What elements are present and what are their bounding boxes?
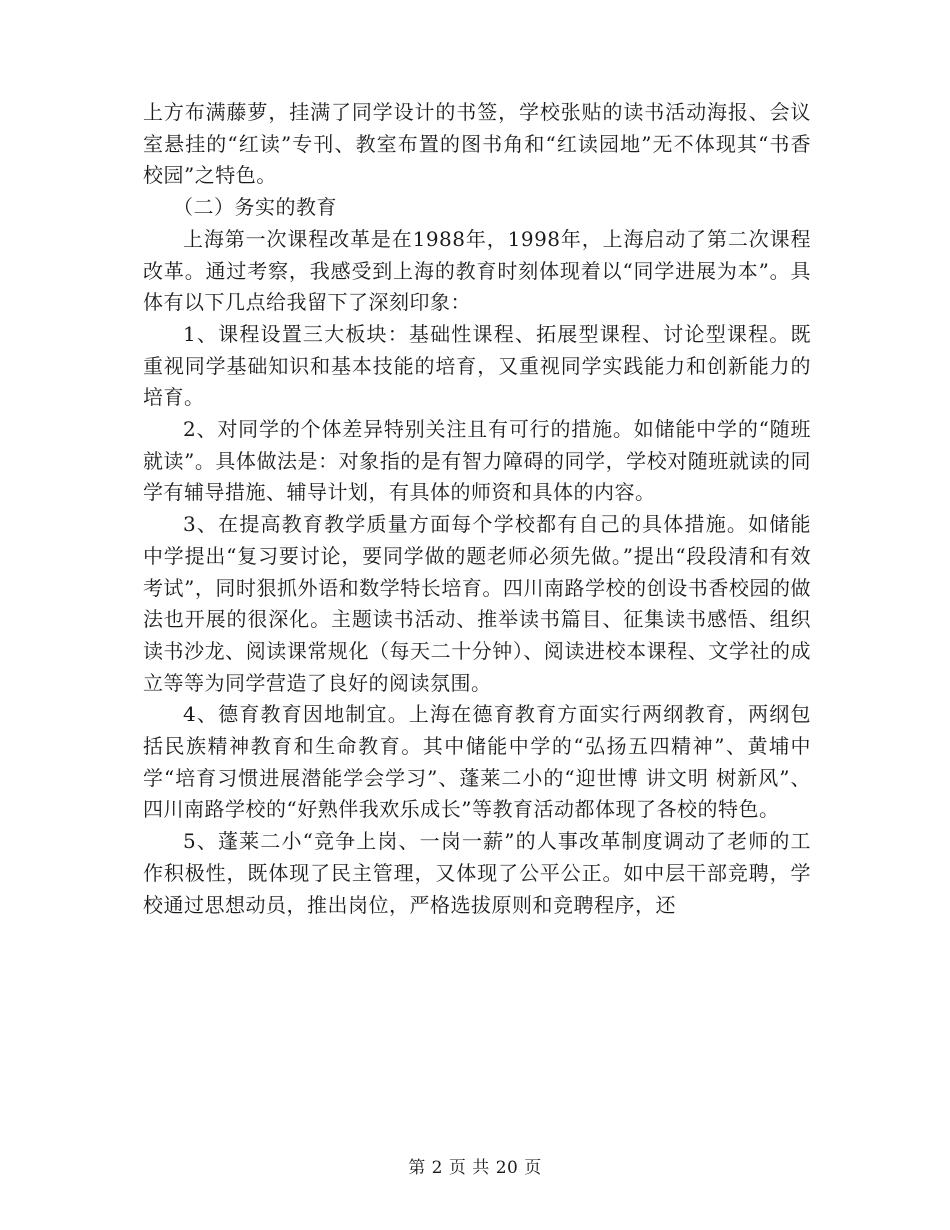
- paragraph-1: 上方布满藤萝，挂满了同学设计的书签，学校张贴的读书活动海报、会议室悬挂的“红读”专刊、教室布置的图书角和“红读园地”无不体现其“书香校园”之特色。: [143, 100, 811, 188]
- paragraph-6: 4、德育教育因地制宜。上海在德育教育方面实行两纲教育，两纲包括民族精神教育和生命教育。其中储能中学的“弘扬五四精神”、黄埔中学“培育习惯进展潜能学会学习”、蓬莱二小的“迎世博 讲文明 树新风”、四川南路学校的“好熟伴我欢乐成长”等教育活动都体现了各校的特色。: [143, 702, 811, 822]
- document-body: [143, 97, 811, 921]
- paragraph-5: 3、在提高教育教学质量方面每个学校都有自己的具体措施。如储能中学提出“复习要讨论，要同学做的题老师必须先做。”提出“段段清和有效考试”，同时狠抓外语和数学特长培育。四川南路学校的创设书香校园的做法也开展的很深化。主题读书活动、推举读书篇目、征集读书感悟、组织读书沙龙、阅读课常规化（每天二十分钟）、阅读进校本课程、文学社的成立等等为同学营造了良好的阅读氛围。: [143, 512, 811, 695]
- page-number-footer: 第 2 页 共 20 页: [408, 1158, 542, 1178]
- paragraph-2: 上海第一次课程改革是在1988年，1998年，上海启动了第二次课程改革。通过考察，我感受到上海的教育时刻体现着以“同学进展为本”。具体有以下几点给我留下了深刻印象：: [143, 226, 811, 315]
- paragraph-4: 2、对同学的个体差异特别关注且有可行的措施。如储能中学的“随班就读”。具体做法是：对象指的是有智力障碍的同学，学校对随班就读的同学有辅导措施、辅导计划，有具体的师资和具体的内容。: [143, 417, 811, 505]
- paragraph-7: 5、蓬莱二小“竞争上岗、一岗一薪”的人事改革制度调动了老师的工作积极性，既体现了民主管理，又体现了公平公正。如中层干部竞聘，学校通过思想动员，推出岗位，严格选拔原则和竞聘程序，还: [143, 829, 811, 917]
- section-heading: （二）务实的教育: [173, 195, 337, 220]
- paragraph-3: 1、课程设置三大板块：基础性课程、拓展型课程、讨论型课程。既重视同学基础知识和基本技能的培育，又重视同学实践能力和创新能力的培育。: [143, 321, 811, 410]
